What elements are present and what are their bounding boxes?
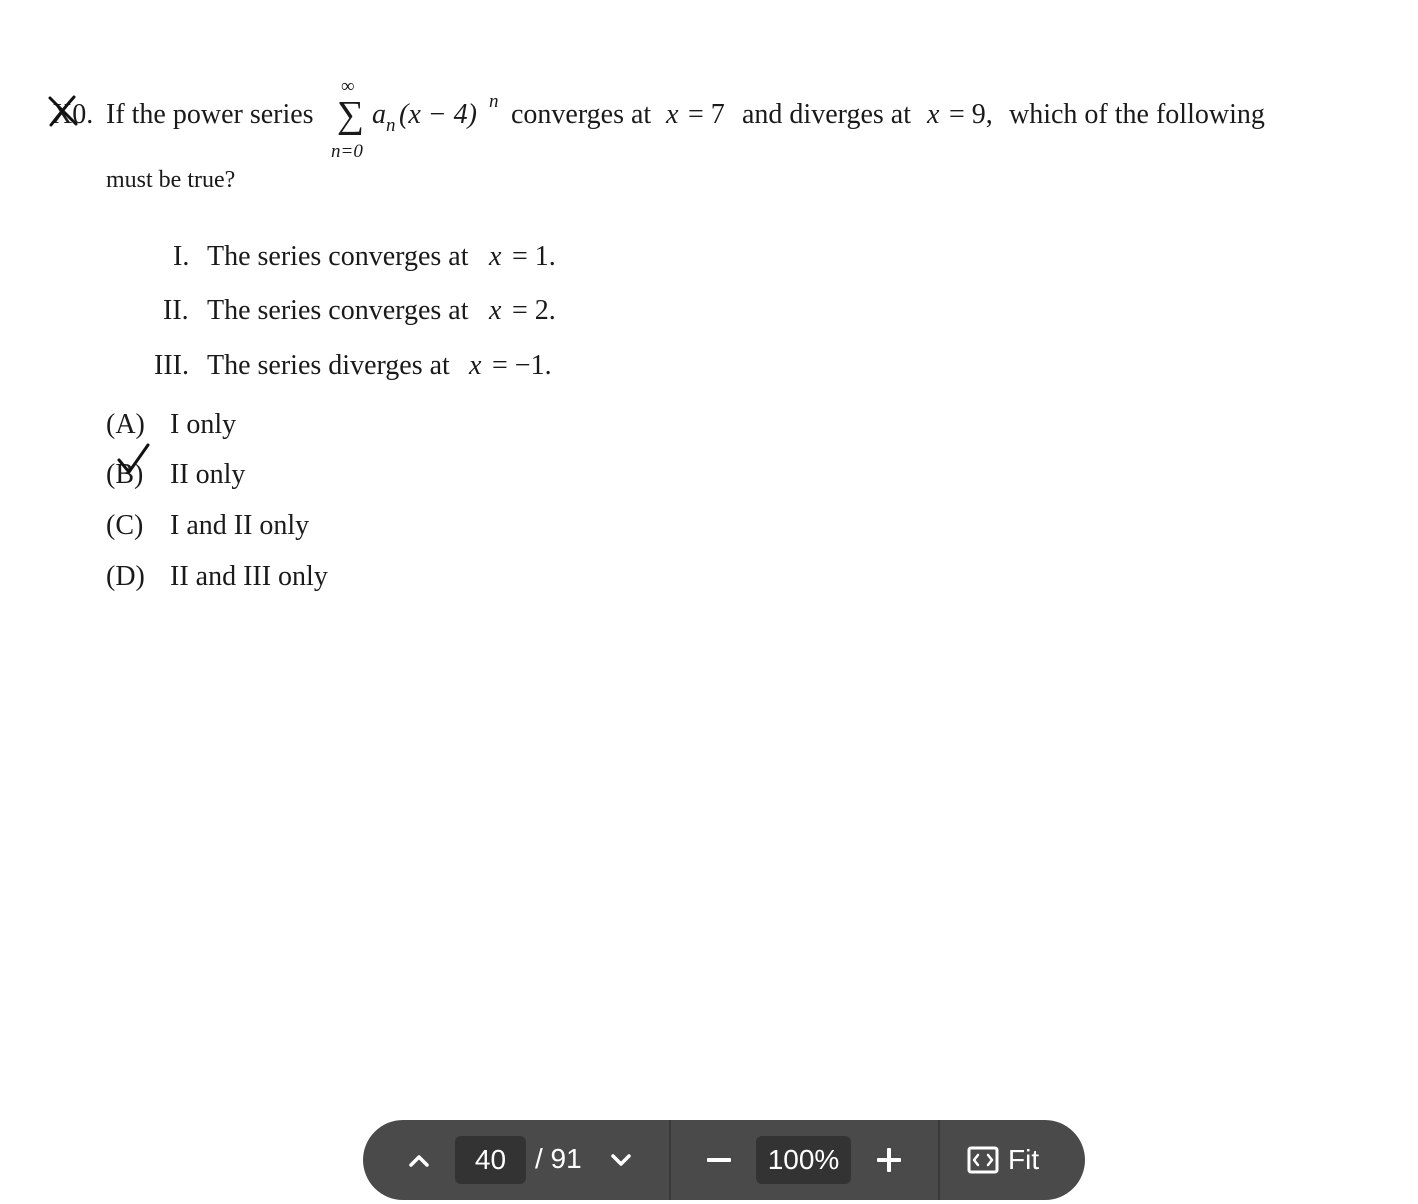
choice-text: I only [170,409,237,440]
statement-text: The series diverges at [207,350,450,381]
choice-letter: (B) [106,459,144,490]
statement-value: = −1. [492,350,552,381]
choice-text: I and II only [170,510,310,541]
term-exponent: n [489,91,499,112]
variable-x: x [666,99,679,130]
question-tail: which of the following [1009,99,1265,130]
fit-label: Fit [1008,1144,1040,1175]
statement-text: The series converges at [207,295,469,326]
sum-upper-limit: ∞ [341,76,355,97]
chevron-down-icon [610,1152,632,1168]
page-total: / 91 [535,1143,582,1174]
choice-letter: (D) [106,561,145,592]
statement-numeral: III. [154,350,189,381]
fit-button[interactable] [967,1136,1047,1184]
page-number-input[interactable]: 40 [455,1136,526,1184]
pdf-toolbar [363,1120,1085,1200]
question-line2: must be true? [106,167,236,193]
choice-text: II only [170,459,246,490]
choice-letter: (A) [106,409,145,440]
statement-text: The series converges at [207,241,469,272]
zoom-level[interactable]: 100% [756,1136,851,1184]
sum-lower-limit: n=0 [331,141,363,162]
question-mid2: and diverges at [742,99,911,130]
statement-variable: x [469,350,482,381]
plus-icon [876,1147,902,1173]
statement-variable: x [489,241,502,272]
statement-variable: x [489,295,502,326]
minus-icon [706,1157,732,1163]
statement-value: = 1. [512,241,556,272]
term-coefficient: a [372,99,386,130]
question-mid1: converges at [511,99,652,130]
chevron-up-icon [408,1152,430,1168]
toolbar-divider [938,1120,940,1200]
toolbar-divider [669,1120,671,1200]
question-number: X0. [52,99,94,130]
statement-value: = 2. [512,295,556,326]
next-page-button[interactable] [601,1140,641,1180]
choice-letter: (C) [106,510,144,541]
term-binomial: (x − 4) [399,99,477,130]
question-lead: If the power series [106,99,314,130]
statement-numeral: II. [163,295,189,326]
check-mark-icon [115,442,151,476]
sigma-symbol: ∑ [337,94,365,136]
prev-page-button[interactable] [399,1140,439,1180]
value-7: = 7 [688,99,725,130]
zoom-in-button[interactable] [869,1140,909,1180]
fit-width-icon [967,1146,999,1174]
term-subscript: n [386,115,396,136]
choice-text: II and III only [170,561,328,592]
statement-numeral: I. [173,241,190,272]
zoom-out-button[interactable] [699,1140,739,1180]
variable-x: x [927,99,940,130]
value-9: = 9, [949,99,993,130]
x-mark-icon [46,94,80,128]
